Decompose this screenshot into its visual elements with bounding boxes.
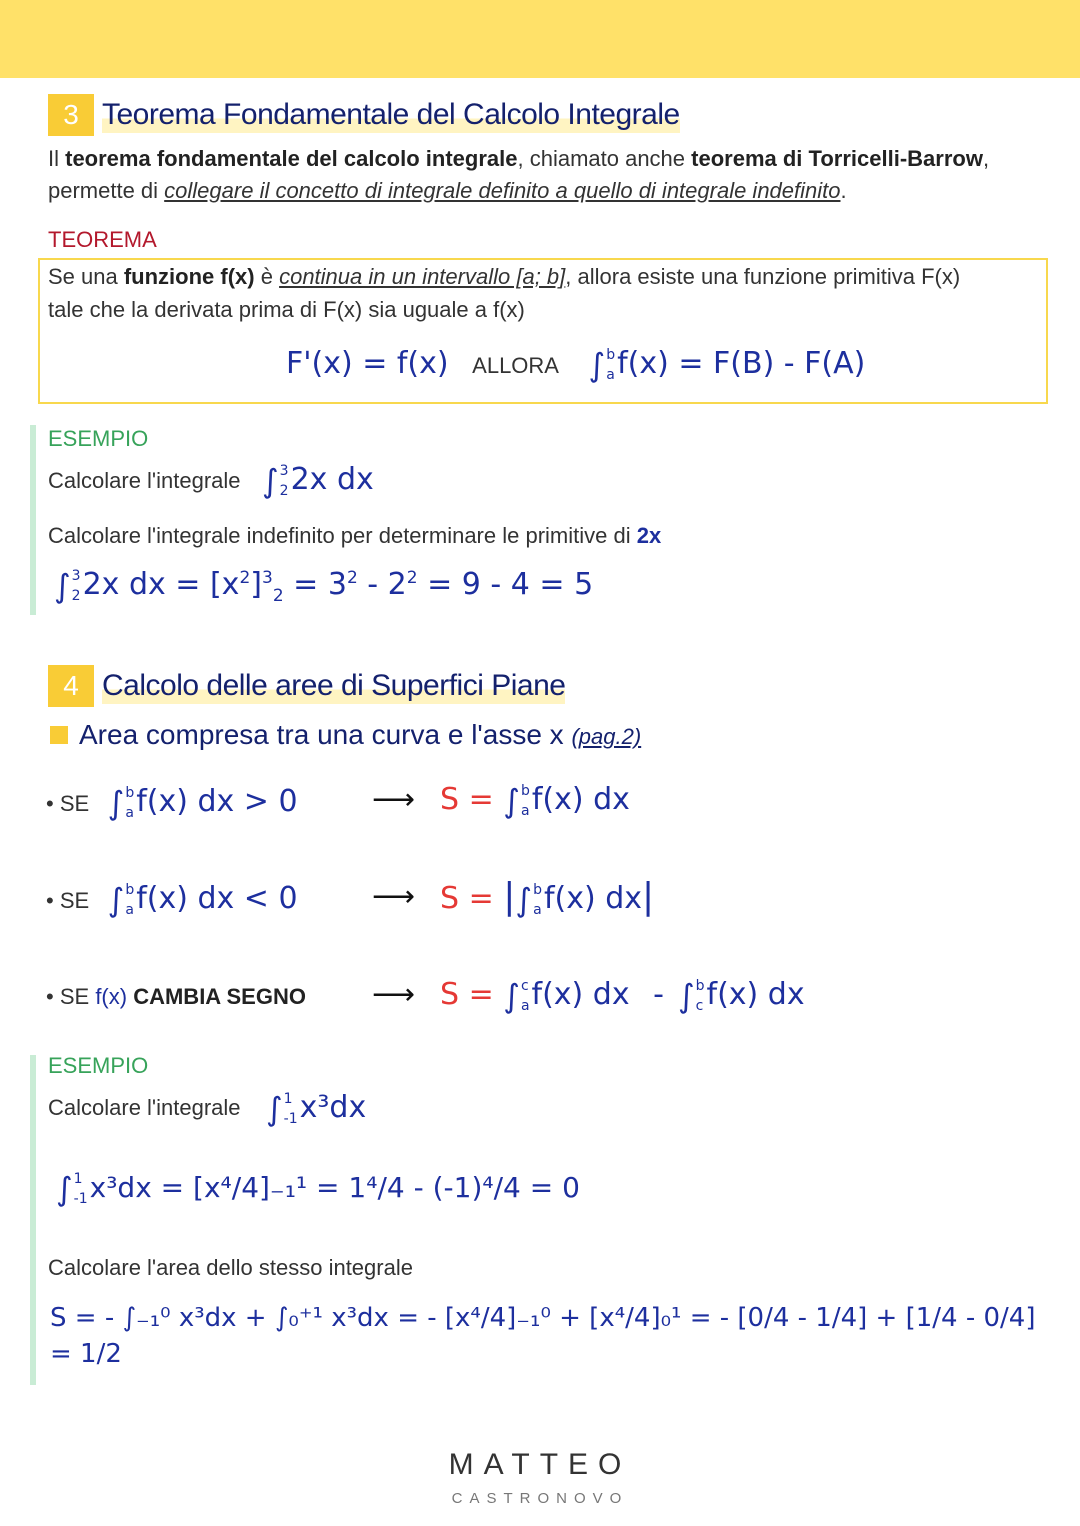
text: ,	[982, 146, 990, 171]
case-negative: • SE ∫ b a f(x) dx < 0	[46, 880, 298, 919]
example-calculation-2: S = - ∫₋₁⁰ x³dx + ∫₀⁺¹ x³dx = - [x⁴/4]₋₁⁰ + [x⁴/4]₀¹ = - [0/4 - 1/4] + [1/4 - 0/4] = 1/2	[50, 1303, 1036, 1369]
logo-surname: CASTRONOVO	[451, 1490, 629, 1507]
s-label: S =	[440, 782, 494, 817]
upper-limit: b	[520, 782, 530, 799]
result-negative: S = | ∫ b a f(x) dx|	[440, 876, 655, 919]
fx-label: f(x)	[95, 984, 128, 1009]
result: f(x) dx	[531, 782, 630, 817]
lower-limit: a	[520, 802, 530, 819]
upper-limit: b	[533, 881, 542, 898]
se-label: SE	[59, 791, 90, 816]
text: .	[840, 178, 847, 203]
lower-limit: c	[695, 997, 704, 1014]
theorem-line-1	[48, 264, 960, 290]
lower-limit: a	[533, 901, 542, 918]
section-title: Calcolo delle aree di Superfici Piane	[102, 669, 566, 702]
integral-icon: ∫	[54, 566, 71, 605]
result-sign-change	[440, 975, 805, 1015]
section-number: 3	[48, 94, 94, 136]
integral-icon: ∫	[266, 1089, 283, 1128]
integral-icon: ∫	[515, 880, 533, 919]
lower-limit: a	[520, 997, 530, 1014]
minus: -	[653, 977, 664, 1012]
text: Il	[48, 146, 66, 171]
example-line-2: Calcolare l'area dello stesso integrale	[48, 1255, 413, 1280]
text: , allora esiste una funzione primitiva F(x)	[565, 264, 961, 289]
se-label: SE	[59, 888, 90, 913]
exponent: 2	[346, 568, 358, 588]
integral-icon: ∫	[503, 976, 520, 1015]
lower-limit: 2	[279, 482, 289, 499]
subsection-title	[79, 718, 641, 754]
s-label: S =	[440, 881, 494, 916]
result-part: f(x) dx	[531, 977, 630, 1012]
page-reference: (pag.2)	[571, 724, 642, 749]
exponent: 2	[239, 568, 251, 588]
upper-limit: 3	[261, 568, 273, 588]
section-number: 4	[48, 665, 94, 707]
calc-text: x³dx = [x⁴/4]₋₁¹ = 1⁴/4 - (-1)⁴/4 = 0	[89, 1171, 580, 1204]
example-line-2	[48, 523, 661, 549]
example-label: ESEMPIO	[48, 1053, 149, 1078]
subtitle-text: Area compresa tra una curva e l'asse x	[79, 719, 564, 750]
lower-limit: -1	[73, 1191, 88, 1207]
example-bar	[30, 1055, 36, 1385]
example-integral	[266, 1088, 366, 1128]
example-integral	[262, 460, 374, 500]
underlined-text: continua in un intervallo [a; b]	[279, 264, 566, 289]
arrow-right-icon: ⟶	[372, 978, 416, 1011]
integral-icon: ∫	[262, 461, 279, 500]
integral-icon: ∫	[107, 783, 125, 822]
upper-limit: c	[520, 977, 529, 994]
lower-limit: 2	[71, 587, 81, 604]
example-prompt: Calcolare l'integrale	[48, 1095, 241, 1120]
result-part: f(x) dx	[706, 977, 805, 1012]
integral-icon: ∫	[107, 880, 125, 919]
integrand: 2x dx	[290, 462, 374, 497]
case-sign-change: • SE f(x) CAMBIA SEGNO	[46, 984, 306, 1009]
lower-limit: a	[125, 804, 134, 821]
integral-sign	[589, 347, 616, 383]
formula-right: f(x) = F(B) - F(A)	[617, 346, 866, 381]
exponent: 2	[406, 568, 418, 588]
upper-limit: b	[695, 977, 705, 994]
theorem-formula	[286, 344, 865, 384]
result-positive	[440, 780, 630, 820]
bold-text: funzione f(x)	[123, 264, 255, 289]
condition: f(x) dx < 0	[136, 881, 298, 916]
integral-icon: ∫	[503, 781, 520, 820]
integral-icon: ∫	[677, 976, 695, 1015]
calc-part: ]	[250, 567, 262, 602]
lower-limit: a	[125, 901, 134, 918]
text: è	[254, 264, 280, 289]
calc-part: 2x dx = [x	[82, 567, 240, 602]
upper-limit: b	[125, 784, 135, 801]
example-calculation-1	[56, 1168, 580, 1208]
text: , chiamato anche	[517, 146, 692, 171]
section-title: Teorema Fondamentale del Calcolo Integrale	[102, 98, 680, 131]
theorem-line-2: tale che la derivata prima di F(x) sia uguale a f(x)	[48, 297, 525, 322]
text: permette di	[48, 178, 165, 203]
calc-part: - 2	[357, 567, 407, 602]
lower-limit: a	[606, 366, 615, 383]
example-label: ESEMPIO	[48, 426, 149, 451]
lower-limit: -1	[283, 1110, 298, 1127]
arrow-right-icon: ⟶	[372, 783, 416, 816]
text: Calcolare l'integrale indefinito per determinare le primitive di	[48, 523, 637, 548]
text: Se una	[48, 264, 124, 289]
upper-limit: b	[606, 346, 616, 363]
logo-name: MATTEO	[448, 1448, 632, 1481]
cambia-segno-label: CAMBIA SEGNO	[133, 984, 306, 1009]
theorem-label: TEOREMA	[48, 227, 157, 252]
top-band	[0, 0, 1080, 78]
intro-line-2	[48, 178, 847, 204]
intro-line-1	[48, 146, 989, 172]
lower-limit: 2	[272, 586, 284, 606]
calc-part: = 9 - 4 = 5	[417, 567, 594, 602]
upper-limit: 3	[71, 567, 81, 584]
upper-limit: 1	[283, 1090, 293, 1107]
bold-text: teorema di Torricelli-Barrow	[691, 146, 983, 171]
s-label: S =	[440, 977, 494, 1012]
condition: f(x) dx > 0	[136, 784, 298, 819]
formula-left: F'(x) = f(x)	[286, 346, 449, 381]
bullet-square-icon	[50, 726, 68, 744]
se-label: SE	[59, 984, 90, 1009]
bold-text: teorema fondamentale del calcolo integrale	[65, 146, 518, 171]
upper-limit: 1	[73, 1171, 83, 1187]
example-bar	[30, 425, 36, 615]
integrand: x³dx	[299, 1090, 367, 1125]
bold-text: 2x	[636, 523, 662, 548]
example-calculation	[54, 565, 593, 605]
underlined-text: collegare il concetto di integrale definito a quello di integrale indefinito	[164, 178, 841, 203]
upper-limit: 3	[279, 462, 289, 479]
calc-part: = 3	[283, 567, 347, 602]
example-prompt: Calcolare l'integrale	[48, 468, 241, 493]
allora-label: ALLORA	[472, 353, 559, 378]
arrow-right-icon: ⟶	[372, 880, 416, 913]
case-positive: • SE ∫ b a f(x) dx > 0	[46, 783, 298, 822]
integral-icon: ∫	[56, 1170, 73, 1208]
integral-icon: ∫	[588, 345, 606, 384]
upper-limit: b	[125, 881, 135, 898]
result: f(x) dx	[543, 881, 643, 916]
